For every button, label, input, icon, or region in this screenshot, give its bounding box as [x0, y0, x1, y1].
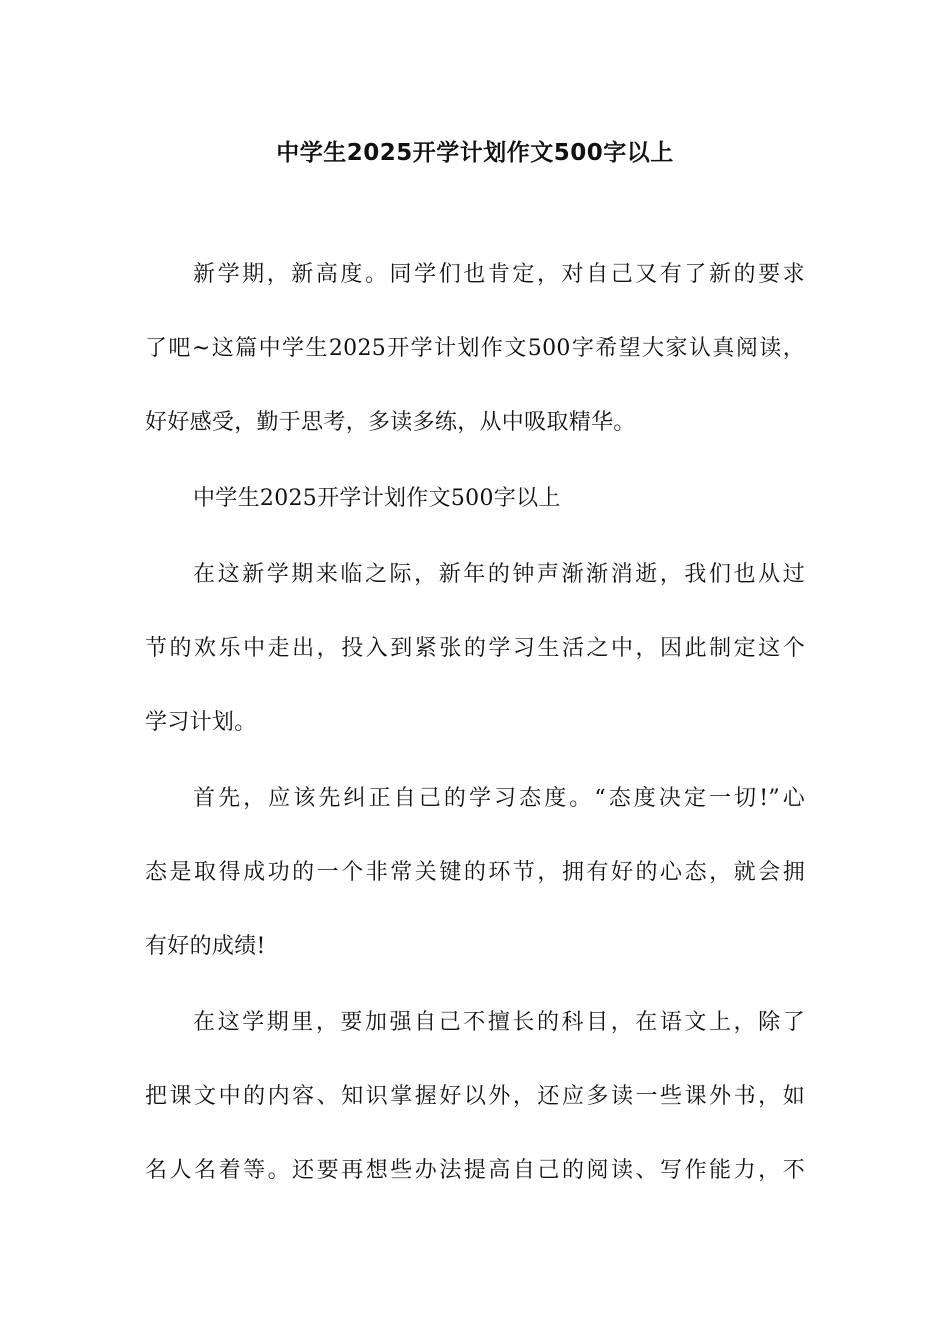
- paragraph-2-line-3: 学习计划。: [145, 710, 257, 735]
- section-heading: 中学生2025开学计划作文500字以上: [193, 486, 561, 511]
- document-title: 中学生2025开学计划作文500字以上: [276, 140, 674, 166]
- paragraph-4-line-1: 在这学期里，要加强自己不擅长的科目，在语文上，除了: [193, 1010, 805, 1035]
- paragraph-1-line-2: 了吧~这篇中学生2025开学计划作文500字希望大家认真阅读，: [145, 336, 805, 361]
- paragraph-1-line-1: 新学期，新高度。同学们也肯定，对自己又有了新的要求: [193, 262, 805, 287]
- paragraph-2-line-2: 节的欢乐中走出，投入到紧张的学习生活之中，因此制定这个: [145, 636, 805, 661]
- paragraph-3-line-2: 态是取得成功的一个非常关键的环节，拥有好的心态，就会拥: [145, 860, 805, 885]
- paragraph-4-line-2: 把课文中的内容、知识掌握好以外，还应多读一些课外书，如: [145, 1084, 805, 1109]
- paragraph-2-line-1: 在这新学期来临之际，新年的钟声渐渐消逝，我们也从过: [193, 562, 805, 587]
- paragraph-3-line-1: 首先，应该先纠正自己的学习态度。“态度决定一切!”心: [193, 786, 805, 811]
- paragraph-3-line-3: 有好的成绩!: [145, 934, 266, 959]
- paragraph-1-line-3: 好好感受，勤于思考，多读多练，从中吸取精华。: [145, 410, 636, 435]
- paragraph-4-line-3: 名人名着等。还要再想些办法提高自己的阅读、写作能力，不: [145, 1158, 805, 1183]
